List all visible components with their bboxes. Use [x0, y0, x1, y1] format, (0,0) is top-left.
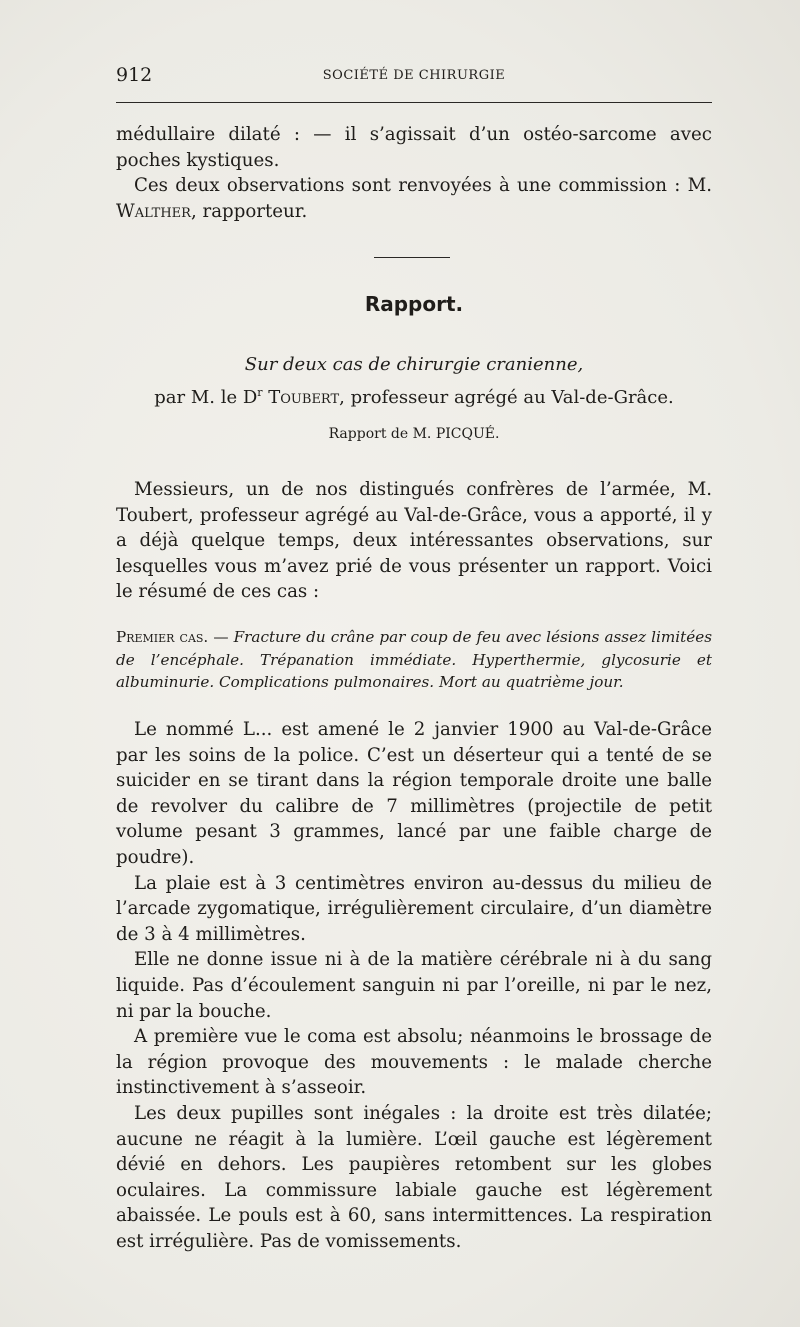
page-header [116, 64, 712, 88]
opening-block [116, 477, 712, 605]
subtitle-line-1: Sur deux cas de chirurgie cranienne, [244, 354, 584, 375]
subtitle-suffix: , professeur agrégé au Val-de-Grâce. [339, 387, 674, 408]
case-paragraph: Le nommé L... est amené le 2 janvier 1900 au Val-de-Grâce par les soins de la police. C’est un déserteur qui a tenté de se suicider en se tirant dans la région temporale droite une balle de revolver du calibre de 7 millimètres (projectile de petit volume pesant 3 grammes, lancé par une faible charge de poudre). [116, 719, 712, 868]
section-divider [374, 257, 450, 258]
intro-paragraph-1: médullaire dilaté : — il s’agissait d’un ostéo-sarcome avec poches kystiques. [116, 124, 712, 171]
author-name: Toubert [262, 387, 340, 408]
case-description: Fracture du crâne par coup de feu avec lésions assez limitées de l’encéphale. Trépanation immédiate. Hyperthermie, glycosurie et albuminurie. Complications pulmonaires. Mort au quatrième jour. [116, 628, 712, 691]
case-paragraph: La plaie est à 3 centimètres environ au-dessus du milieu de l’arcade zygomatique, irrégulièrement circulaire, d’un diamètre de 3 à 4 millimètres. [116, 872, 712, 945]
running-head: SOCIÉTÉ DE CHIRURGIE [322, 68, 506, 83]
intro-paragraph-2 [116, 173, 712, 224]
section-title: Rapport. [364, 292, 464, 316]
case-paragraph: Elle ne donne issue ni à de la matière cérébrale ni à du sang liquide. Pas d’écoulement sanguin ni par l’oreille, ni par le nez, ni par la bouche. [116, 949, 712, 1022]
rapporteur-name: Walther [116, 200, 191, 222]
case-label: Premier cas. [116, 628, 209, 646]
subtitle-prefix: par M. le D [154, 387, 258, 408]
intro-text: Ces deux observations sont renvoyées à une commission : M. [134, 175, 712, 197]
page-number: 912 [116, 64, 153, 86]
subtitle-line-2 [116, 380, 712, 411]
header-rule [116, 102, 712, 103]
case-paragraph: Les deux pupilles sont inégales : la droite est très dilatée; aucune ne réagit à la lumière. L’œil gauche est légèrement dévié en dehors. Les paupières retombent sur les globes oculaires. La commissure labiale gauche est légèrement abaissée. Le pouls est à 60, sans intermittences. La respiration est irrégulière. Pas de vomissements. [116, 1102, 712, 1252]
case-paragraph: A première vue le coma est absolu; néanmoins le brossage de la région provoque des mouvements : le malade cherche instinctivement à s’asseoir. [116, 1026, 712, 1099]
rapporteur-line: Rapport de M. PICQUÉ. [328, 426, 500, 442]
intro-tail: , rapporteur. [190, 200, 308, 222]
intro-block [116, 122, 712, 224]
subtitle-sup: r [257, 386, 263, 399]
opening-paragraph: Messieurs, un de nos distingués confrères de l’armée, M. Toubert, professeur agrégé au Val-de-Grâce, vous a apporté, il y a déjà quelque temps, deux intéressantes observations, sur lesquelles vous m’avez prié de vous présenter un rapport. Voici le résumé de ces cas : [116, 479, 712, 603]
case-heading [116, 626, 712, 694]
case-body [116, 717, 712, 1254]
case-dash: — [208, 628, 234, 646]
